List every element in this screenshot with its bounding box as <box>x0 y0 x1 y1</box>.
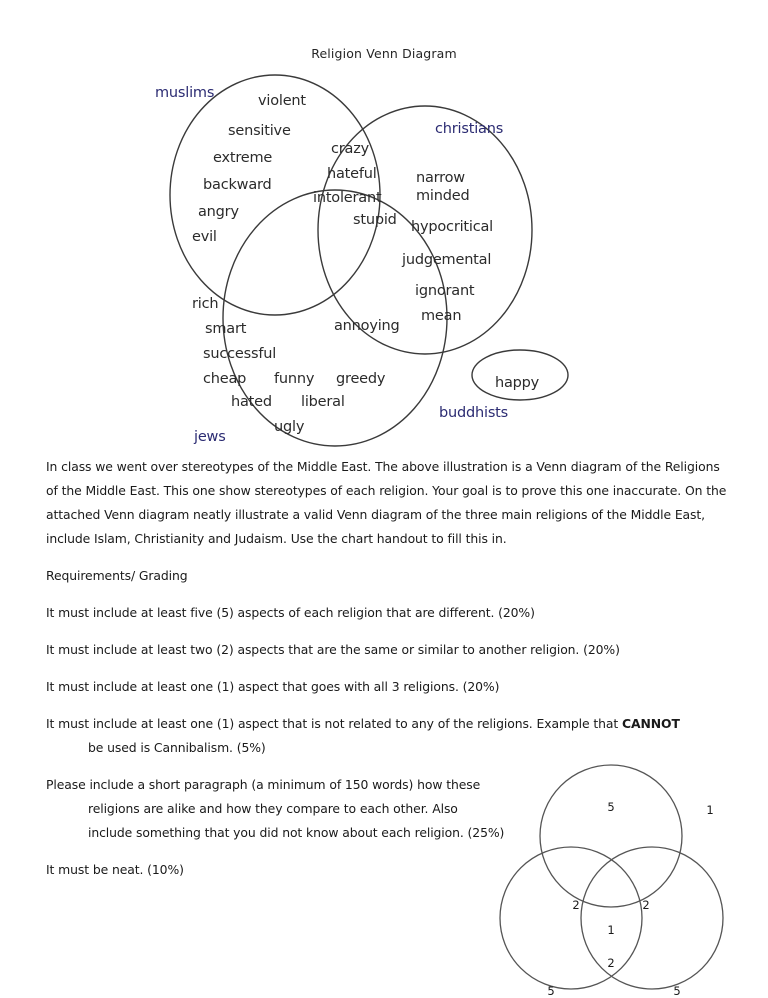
intro-paragraph: In class we went over stereotypes of the Middle East. The above illustration is a Venn diagram of the Religions of the Middle East. This one show stereotypes of each religion. Your goal is to prove this one inaccurate. On the attached Venn diagram neatly illustrate a valid Venn diagram of the three main religions of the Middle East, include Islam, Christianity and Judaism. Use the chart handout to fill this in. <box>46 459 727 546</box>
venn-word-extreme: extreme <box>213 150 273 166</box>
venn-bottom-circle-top <box>540 765 682 907</box>
requirement-item-2: It must include at least two (2) aspects that are the same or similar to another religion. (20%) <box>46 642 620 657</box>
venn-word-mean: mean <box>421 308 462 324</box>
requirement-4-emphasis: CANNOT <box>621 716 680 731</box>
venn-bottom-count-right-only: 5 <box>673 984 681 998</box>
venn-word-hypocritical: hypocritical <box>411 219 494 235</box>
venn-word-stupid: stupid <box>353 212 397 228</box>
requirement-item-4 <box>46 712 732 760</box>
venn-word-smart: smart <box>205 321 247 337</box>
venn-word-sensitive: sensitive <box>228 123 291 139</box>
venn-word-hated: hated <box>231 394 272 410</box>
venn-word-minded: minded <box>416 188 470 204</box>
requirement-5-line-1: Please include a short paragraph (a minimum of 150 words) how these <box>46 777 481 792</box>
venn-bottom-count-center-all-three: 1 <box>607 923 615 937</box>
blank-venn-diagram <box>496 756 768 998</box>
venn-word-judgemental: judgemental <box>402 252 492 268</box>
requirement-item-3: It must include at least one (1) aspect that goes with all 3 religions. (20%) <box>46 679 500 694</box>
venn-word-greedy: greedy <box>336 371 386 387</box>
venn-word-hateful: hateful <box>327 166 377 182</box>
venn-group-label-christians: christians <box>435 121 504 137</box>
venn-group-label-muslims: muslims <box>155 85 215 101</box>
venn-word-happy: happy <box>495 375 540 391</box>
requirement-item-1: It must include at least five (5) aspects of each religion that are different. (20%) <box>46 605 535 620</box>
venn-word-liberal: liberal <box>301 394 345 410</box>
venn-bottom-count-left-right: 2 <box>607 956 615 970</box>
venn-word-ugly: ugly <box>274 419 305 435</box>
venn-word-backward: backward <box>203 177 272 193</box>
venn-bottom-count-top-left: 2 <box>572 898 580 912</box>
requirement-4-text-post: be used is Cannibalism. (5%) <box>88 740 266 755</box>
venn-top-circles <box>150 60 590 460</box>
venn-group-label-jews: jews <box>194 429 226 445</box>
venn-bottom-count-outside: 1 <box>706 803 714 817</box>
requirement-4-text-pre: It must include at least one (1) aspect that is not related to any of the religions. Example that <box>46 716 622 731</box>
requirements-heading: Requirements/ Grading <box>46 568 188 583</box>
venn-word-intolerant: intolerant <box>313 190 382 206</box>
venn-word-successful: successful <box>203 346 277 362</box>
venn-word-evil: evil <box>192 229 217 245</box>
venn-word-annoying: annoying <box>334 318 400 334</box>
requirement-item-5 <box>46 773 546 845</box>
requirement-5-line-2: religions are alike and how they compare to each other. Also <box>88 801 458 816</box>
venn-bottom-count-top-right: 2 <box>642 898 650 912</box>
venn-bottom-count-left-only: 5 <box>547 984 555 998</box>
requirement-item-6: It must be neat. (10%) <box>46 862 184 877</box>
venn-bottom-circles <box>496 756 768 994</box>
venn-word-cheap: cheap <box>203 371 247 387</box>
venn-word-angry: angry <box>198 204 239 220</box>
religion-venn-figure <box>0 0 768 455</box>
venn-word-violent: violent <box>258 93 306 109</box>
requirement-5-line-3: include something that you did not know about each religion. (25%) <box>88 825 505 840</box>
venn-word-narrow: narrow <box>416 170 465 186</box>
venn-word-funny: funny <box>274 371 315 387</box>
figure-title: Religion Venn Diagram <box>311 46 457 61</box>
venn-bottom-count-top-only: 5 <box>607 800 615 814</box>
venn-group-label-buddhists: buddhists <box>439 405 509 421</box>
venn-word-ignorant: ignorant <box>415 283 475 299</box>
venn-word-crazy: crazy <box>331 141 370 157</box>
venn-word-rich: rich <box>192 296 219 312</box>
